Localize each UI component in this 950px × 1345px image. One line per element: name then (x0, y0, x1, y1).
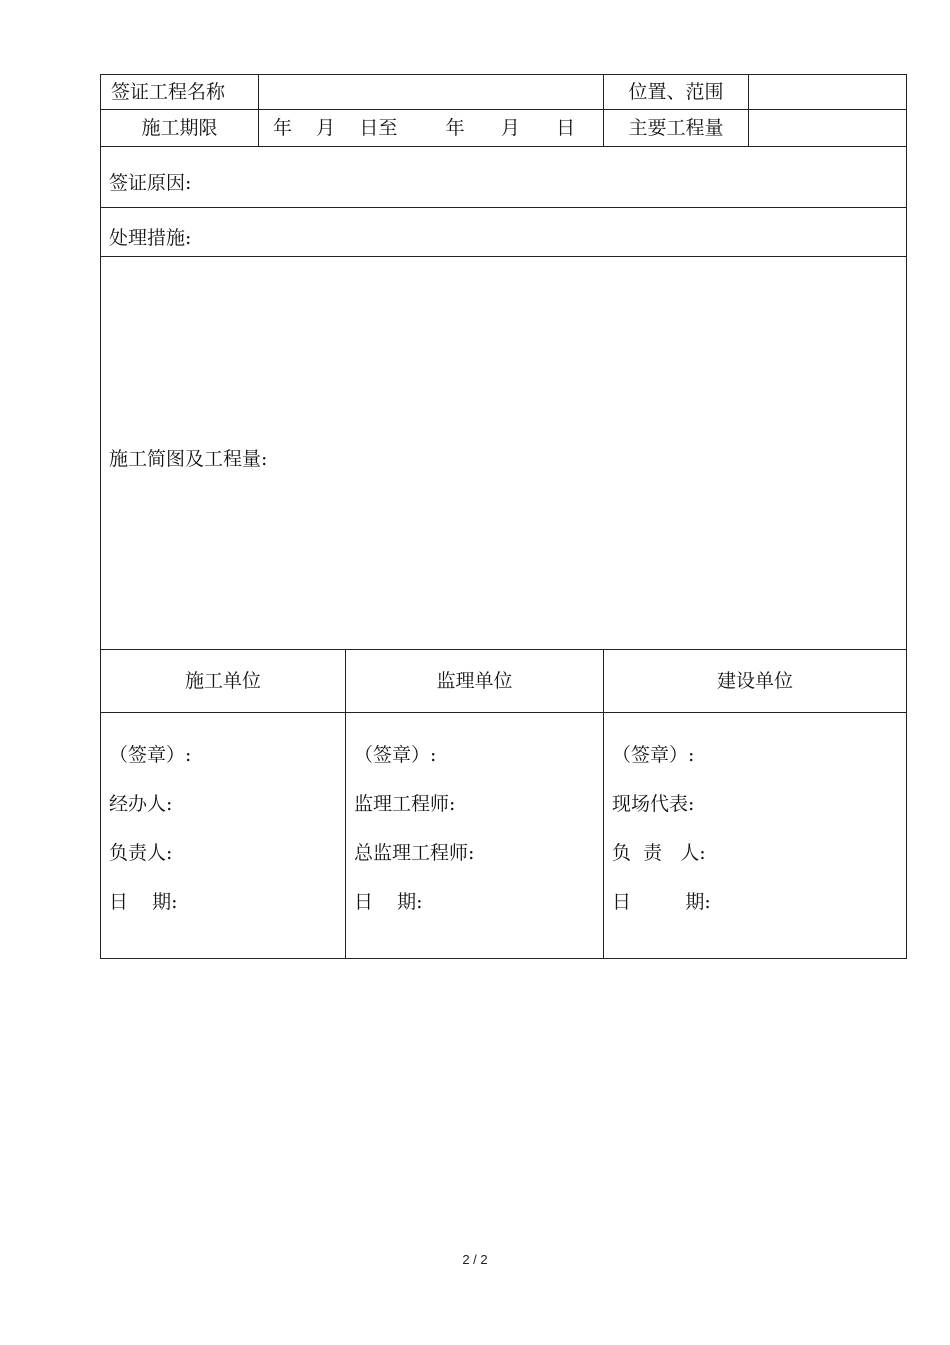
supervision-date-label: 日 期: (354, 890, 423, 913)
sketch-cell[interactable] (101, 257, 907, 650)
supervision-stamp-label: （签章）: (354, 743, 437, 766)
measures-row (101, 208, 907, 257)
supervision-engineer-label: 监理工程师: (354, 792, 456, 815)
owner-date-label: 日 期: (612, 890, 711, 913)
location-label: 位置、范围 (604, 75, 749, 110)
owner-unit-header: 建设单位 (604, 650, 907, 713)
reason-label: 签证原因: (109, 171, 192, 194)
period-label: 施工期限 (101, 110, 259, 147)
project-name-value[interactable] (259, 75, 604, 110)
units-header-row (101, 650, 907, 713)
chief-supervision-engineer-label: 总监理工程师: (354, 841, 475, 864)
supervision-unit-signature-cell[interactable] (346, 713, 604, 959)
construction-unit-signature-cell[interactable] (101, 713, 346, 959)
owner-unit-signature-cell[interactable] (604, 713, 907, 959)
project-name-row (101, 75, 907, 110)
project-name-label: 签证工程名称 (101, 75, 259, 110)
period-row (101, 110, 907, 147)
sketch-label: 施工简图及工程量: (109, 447, 268, 470)
measures-cell[interactable] (101, 208, 907, 257)
reason-row (101, 147, 907, 208)
owner-stamp-label: （签章）: (612, 743, 695, 766)
page-number: 2 / 2 (462, 1252, 488, 1267)
owner-site-representative-label: 现场代表: (612, 792, 695, 815)
measures-label: 处理措施: (109, 226, 192, 249)
owner-responsible-label: 负 责 人: (612, 841, 706, 864)
location-value[interactable] (749, 75, 907, 110)
construction-date-label: 日 期: (109, 890, 178, 913)
signature-row (101, 713, 907, 959)
sketch-row (101, 257, 907, 650)
supervision-unit-header: 监理单位 (346, 650, 604, 713)
reason-cell[interactable] (101, 147, 907, 208)
construction-handler-label: 经办人: (109, 792, 173, 815)
period-date-text: 年 月 日至 年 月 日 (273, 116, 576, 139)
period-date-range[interactable] (259, 110, 604, 147)
construction-unit-header: 施工单位 (101, 650, 346, 713)
main-quantity-value[interactable] (749, 110, 907, 147)
construction-responsible-label: 负责人: (109, 841, 173, 864)
visa-form-table (100, 74, 907, 959)
main-quantity-label: 主要工程量 (604, 110, 749, 147)
construction-stamp-label: （签章）: (109, 743, 192, 766)
